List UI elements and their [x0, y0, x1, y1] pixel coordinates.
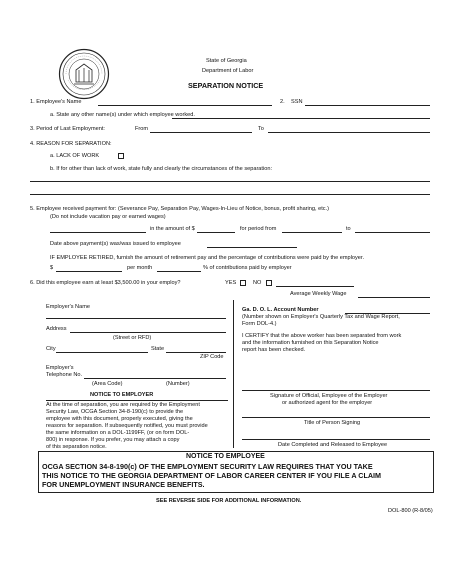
reverse-side-note: SEE REVERSE SIDE FOR ADDITIONAL INFORMATION. — [156, 498, 302, 504]
date-released-field[interactable] — [242, 439, 430, 440]
form-title: SEPARATION NOTICE — [188, 81, 264, 90]
retirement-pct-field[interactable] — [157, 271, 201, 272]
state-label: State — [151, 346, 165, 352]
telephone-field[interactable] — [84, 378, 226, 379]
city-field[interactable] — [56, 352, 148, 353]
notice-employer-title: NOTICE TO EMPLOYER — [90, 392, 154, 398]
lack-of-work-label: a. LACK OF WORK — [50, 153, 100, 159]
retirement-pay-field[interactable] — [56, 271, 122, 272]
period-employment-label: 3. Period of Last Employment: — [30, 126, 105, 132]
other-reason-label: b. If for other than lack of work, state fully and clearly the circumstances of the separation: — [50, 166, 272, 172]
employee-name-field[interactable] — [98, 105, 272, 106]
no-checkbox[interactable] — [266, 280, 272, 286]
employer-name-field[interactable] — [46, 318, 226, 319]
payment-label: 5. Employee received payment for: (Severance Pay, Separation Pay, Wages-In-Lieu of Notice, bonus, profit sharing, etc.) — [30, 206, 329, 212]
other-names-field[interactable] — [172, 118, 430, 119]
form-number: DOL-800 (R-8/05) — [388, 508, 433, 514]
date-issued-label: Date above payment(s) was/was issued to employee — [50, 241, 181, 247]
reason-line-1[interactable] — [30, 181, 430, 182]
address-label: Address — [46, 326, 67, 332]
reason-label: 4. REASON FOR SEPARATION: — [30, 141, 112, 147]
other-names-label: a. State any other name(s) under which employee worked. — [50, 112, 195, 118]
period-to-field[interactable] — [268, 132, 430, 133]
retired-label: IF EMPLOYEE RETIRED, furnish the amount of retirement pay and the percentage of contributions were paid by the employer. — [50, 255, 365, 261]
department-name: Department of Labor — [202, 68, 254, 74]
zip-field[interactable] — [166, 352, 226, 353]
earned-label: 6. Did this employee earn at least $3,500.00 in your employ? — [30, 280, 181, 286]
payment-amount-field[interactable] — [197, 232, 235, 233]
title-signing-field[interactable] — [242, 417, 430, 418]
payment-type-field[interactable] — [50, 232, 146, 233]
signature-field[interactable] — [242, 390, 430, 391]
weekly-wage-field[interactable] — [276, 286, 354, 287]
employee-name-label: 1. Employee's Name — [30, 99, 82, 105]
account-number-label: Ga. D. O. L. Account Number — [242, 307, 319, 313]
yes-checkbox[interactable] — [240, 280, 246, 286]
employer-name-label: Employer's Name — [46, 304, 90, 310]
georgia-seal — [58, 48, 110, 100]
lack-of-work-checkbox[interactable] — [118, 153, 124, 159]
telephone-label: Employer's — [46, 365, 74, 371]
state-name: State of Georgia — [206, 58, 247, 64]
payment-to-field[interactable] — [355, 232, 430, 233]
reason-line-2[interactable] — [30, 194, 430, 195]
period-from-field[interactable] — [150, 132, 252, 133]
date-issued-field[interactable] — [207, 247, 297, 248]
payment-from-field[interactable] — [282, 232, 342, 233]
city-label: City — [46, 346, 56, 352]
certify-text: I CERTIFY that the above worker has been separated from work — [242, 333, 402, 339]
ssn-label: SSN — [291, 99, 303, 105]
address-field[interactable] — [70, 332, 226, 333]
ssn-field[interactable] — [305, 105, 430, 106]
notice-employee-title: NOTICE TO EMPLOYEE — [186, 453, 265, 460]
